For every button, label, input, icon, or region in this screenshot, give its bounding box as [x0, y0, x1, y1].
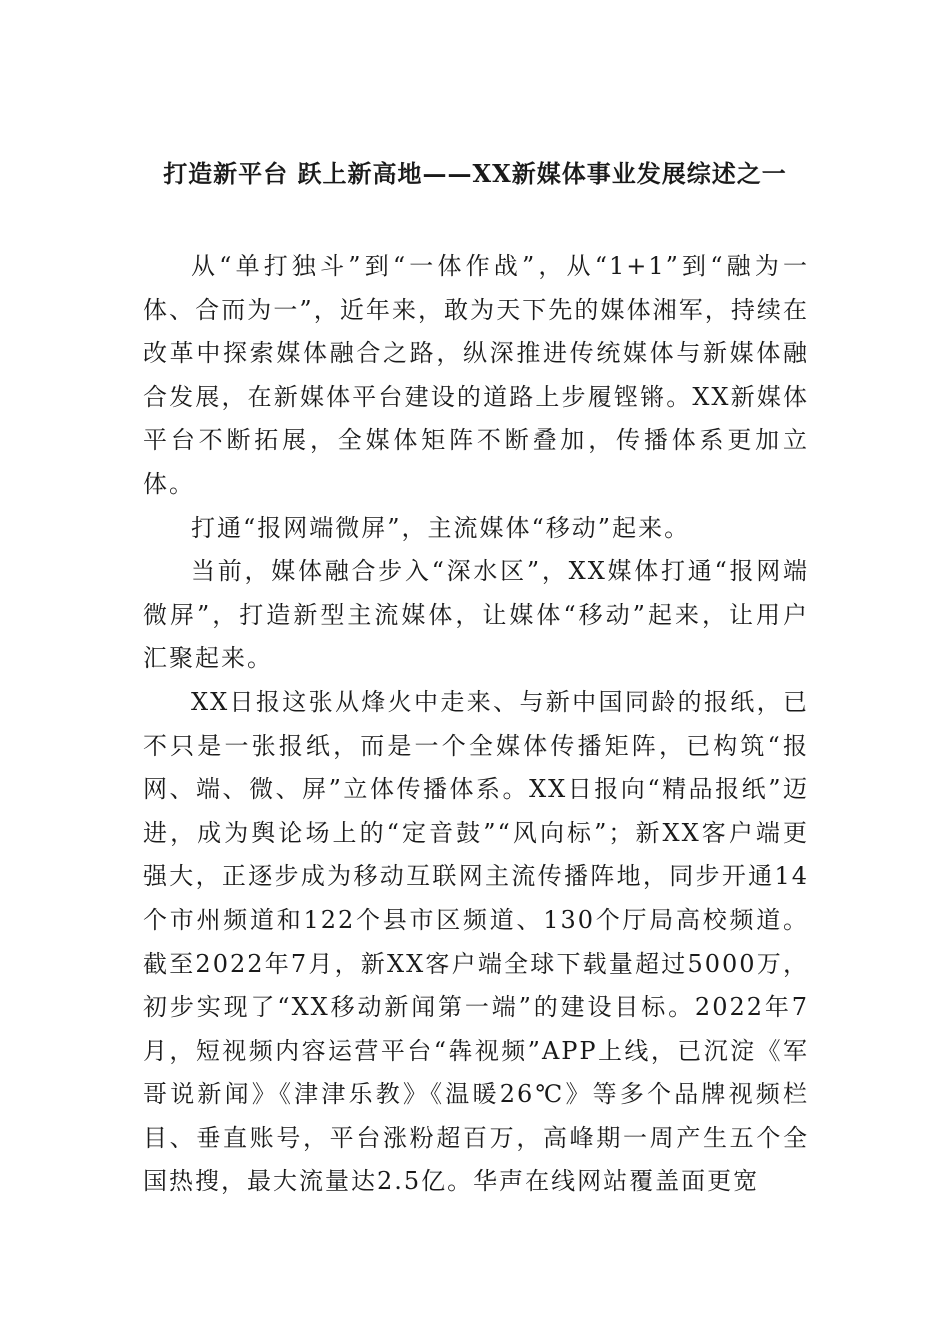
document-body — [143, 245, 809, 1204]
paragraph-intro: 从“单打独斗”到“一体作战”，从“1+1”到“融为一体、合而为一”，近年来，敢为天下先的媒体湘军，持续在改革中探索媒体融合之路，纵深推进传统媒体与新媒体融合发展，在新媒体平台建设的道路上步履铿锵。XX新媒体平台不断拓展，全媒体矩阵不断叠加，传播体系更加立体。 — [143, 252, 809, 498]
document-title: 打造新平台 跃上新高地——XX新媒体事业发展综述之一 — [163, 159, 787, 188]
paragraph-daily: XX日报这张从烽火中走来、与新中国同龄的报纸，已不只是一张报纸，而是一个全媒体传播矩阵，已构筑“报网、端、微、屏”立体传播体系。XX日报向“精品报纸”迈进，成为舆论场上的“定音鼓”“风向标”；新XX客户端更强大，正逐步成为移动互联网主流传播阵地，同步开通14个市州频道和122个县市区频道、130个厅局高校频道。截至2022年7月，新XX客户端全球下载量超过5000万，初步实现了“XX移动新闻第一端”的建设目标。2022年7月，短视频内容运营平台“犇视频”APP上线，已沉淀《军哥说新闻》《津津乐教》《温暖26℃》等多个品牌视频栏目、垂直账号，平台涨粉超百万，高峰期一周产生五个全国热搜，最大流量达2.5亿。华声在线网站覆盖面更宽 — [143, 687, 809, 1196]
paragraph-current: 当前，媒体融合步入“深水区”，XX媒体打通“报网端微屏”，打造新型主流媒体，让媒体“移动”起来，让用户汇聚起来。 — [143, 557, 809, 673]
paragraph-subheading: 打通“报网端微屏”，主流媒体“移动”起来。 — [191, 513, 691, 542]
